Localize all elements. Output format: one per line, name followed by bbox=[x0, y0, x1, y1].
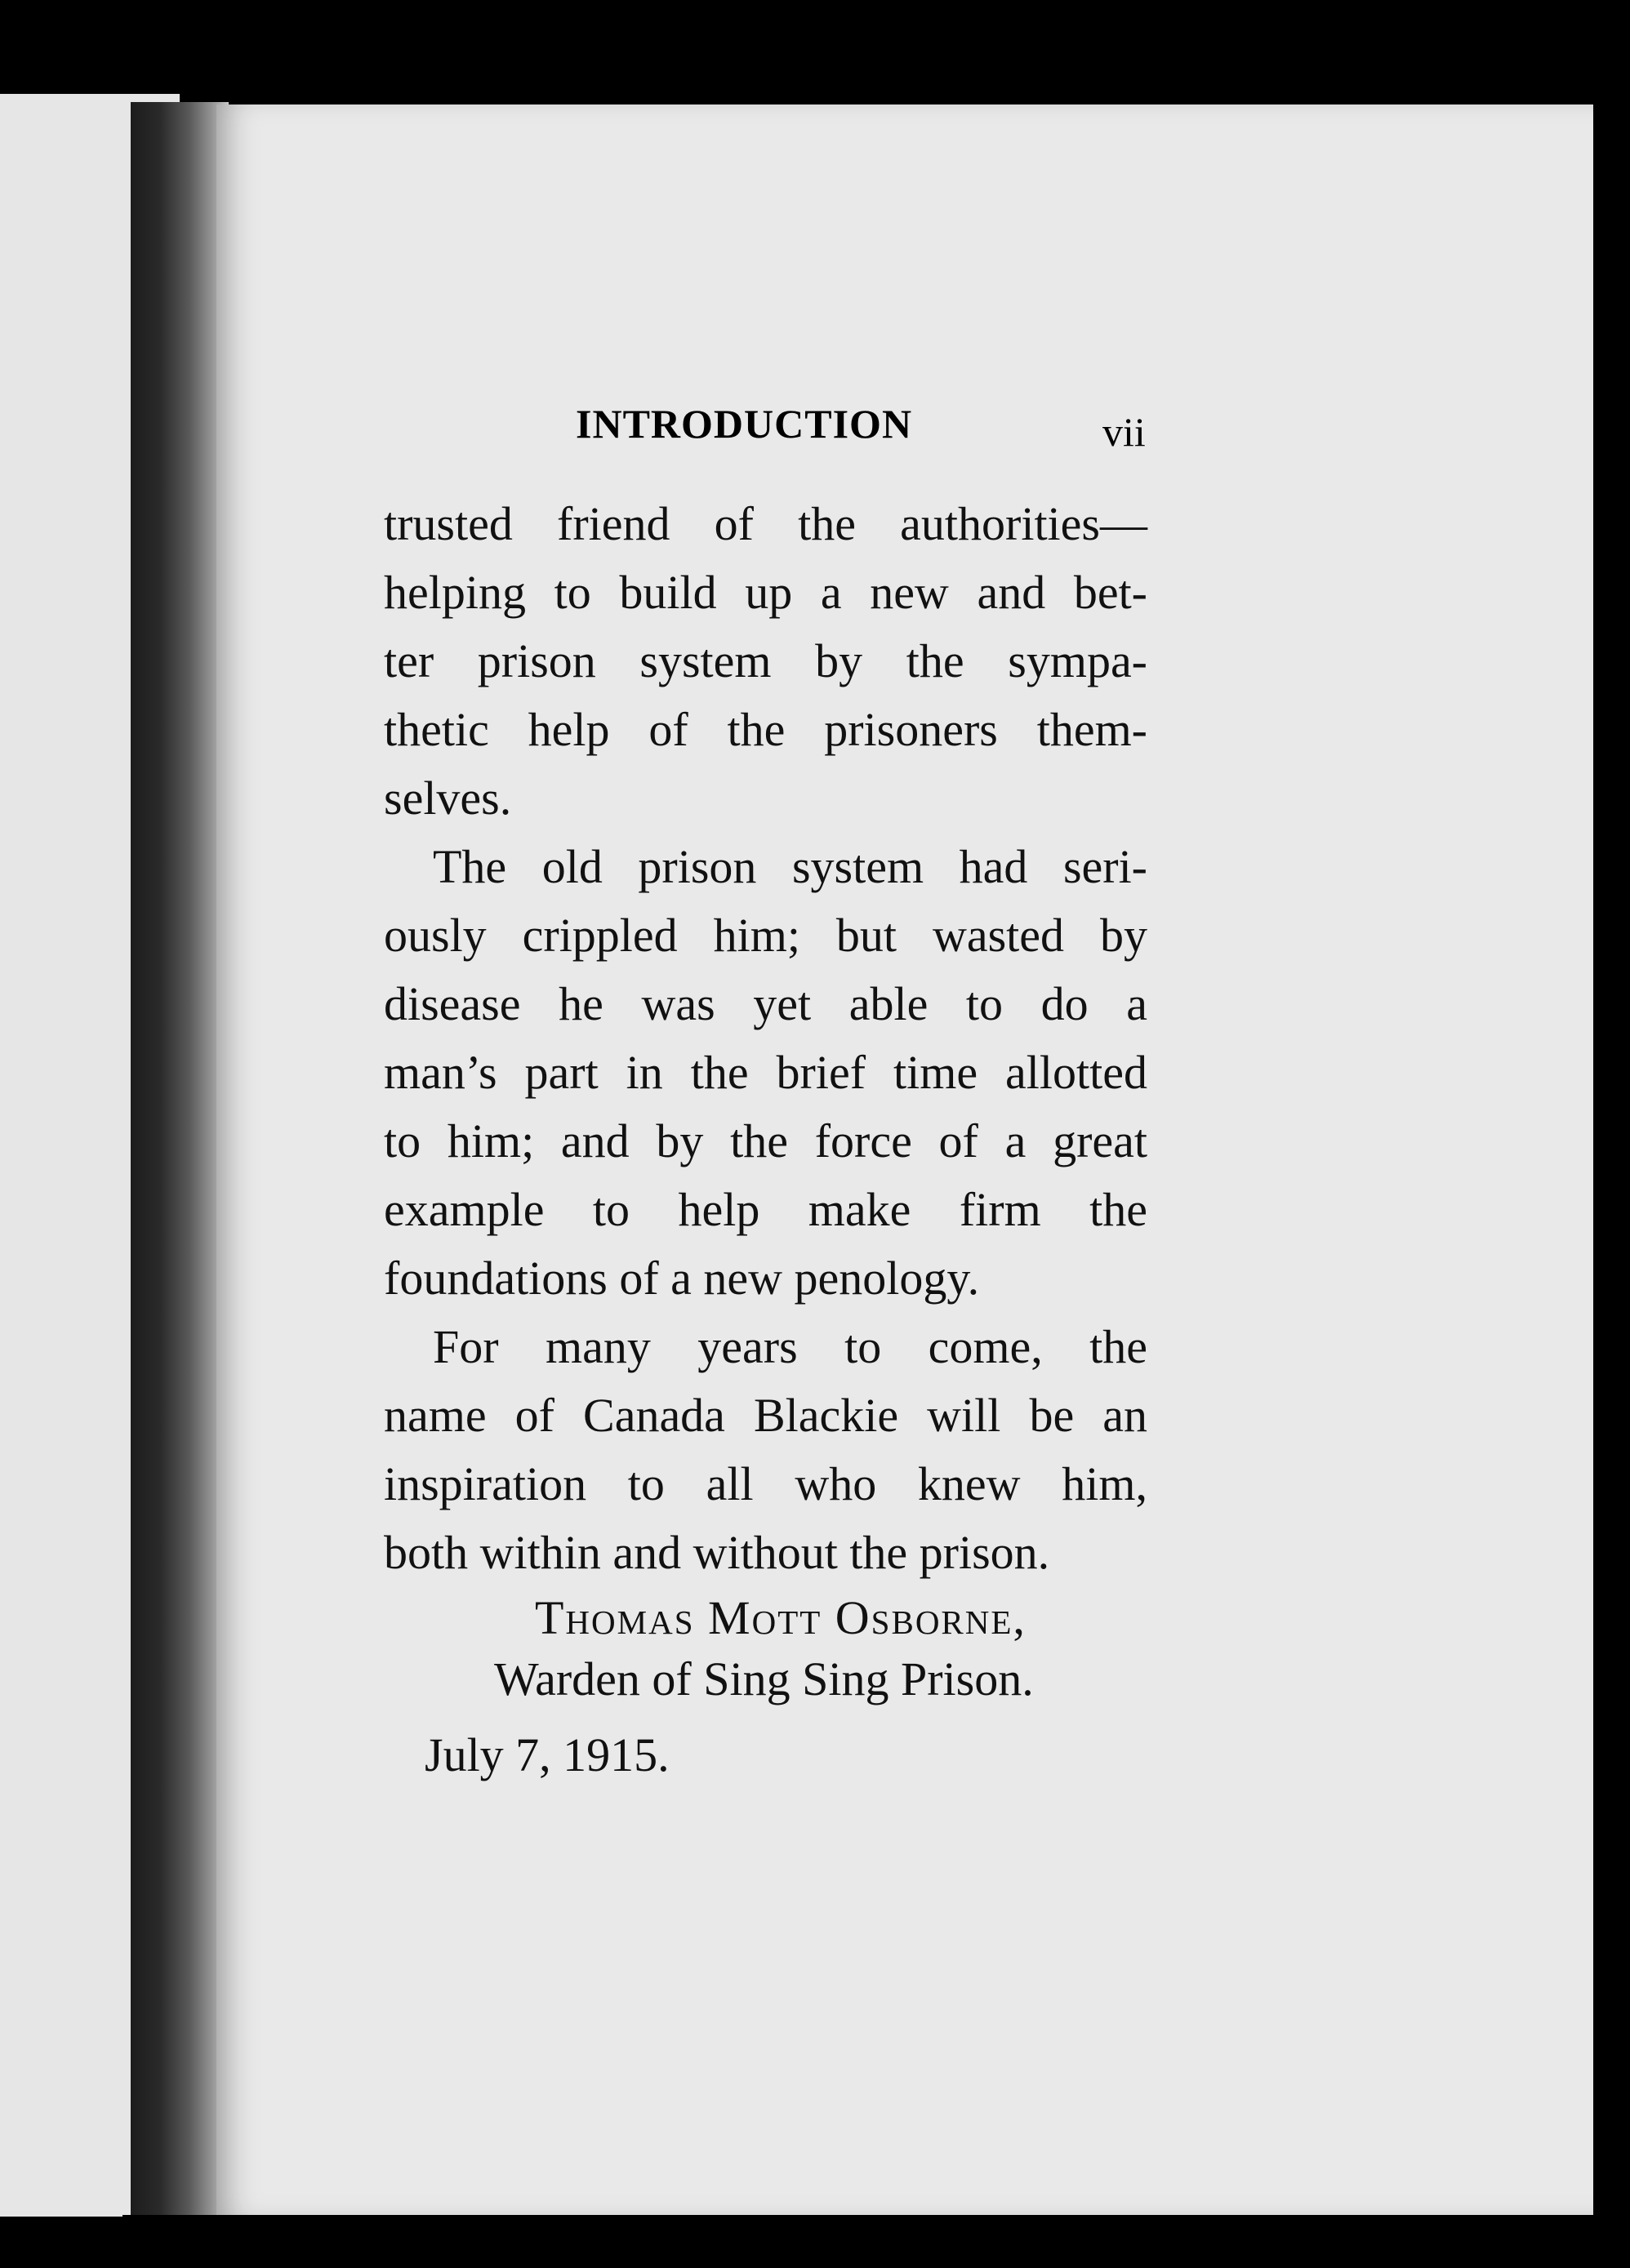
text-line-11: example to help make firm the bbox=[384, 1183, 1147, 1236]
running-head: INTRODUCTION bbox=[576, 401, 913, 447]
text-line-10: to him; and by the force of a great bbox=[384, 1114, 1147, 1167]
text-line-12: foundations of a new penology. bbox=[384, 1252, 980, 1305]
body-text bbox=[384, 490, 1147, 1587]
book-binding bbox=[131, 102, 229, 2217]
text-line-5: selves. bbox=[384, 772, 512, 825]
right-scan-edge bbox=[1593, 82, 1630, 2245]
text-line-8: disease he was yet able to do a bbox=[384, 977, 1147, 1030]
text-line-14: name of Canada Blackie will be an bbox=[384, 1389, 1147, 1442]
text-line-3: ter prison system by the sympa- bbox=[384, 634, 1147, 687]
text-line-16: both within and without the prison. bbox=[384, 1526, 1050, 1579]
page-number: vii bbox=[1102, 409, 1146, 455]
signature-title: Warden of Sing Sing Prison. bbox=[494, 1652, 1034, 1705]
bottom-scan-edge bbox=[122, 2215, 1630, 2268]
text-line-1: trusted friend of the authorities— bbox=[384, 497, 1147, 550]
text-line-7: ously crippled him; but wasted by bbox=[384, 909, 1147, 962]
text-line-6: The old prison system had seri- bbox=[433, 840, 1147, 893]
signature-date: July 7, 1915. bbox=[425, 1728, 670, 1781]
text-line-2: helping to build up a new and bet- bbox=[384, 566, 1147, 619]
text-line-4: thetic help of the prisoners them- bbox=[384, 703, 1147, 756]
text-line-9: man’s part in the brief time allotted bbox=[384, 1046, 1147, 1099]
signature-name: Thomas Mott Osborne, bbox=[535, 1591, 1027, 1644]
text-line-13: For many years to come, the bbox=[433, 1320, 1147, 1373]
text-line-15: inspiration to all who knew him, bbox=[384, 1457, 1147, 1510]
